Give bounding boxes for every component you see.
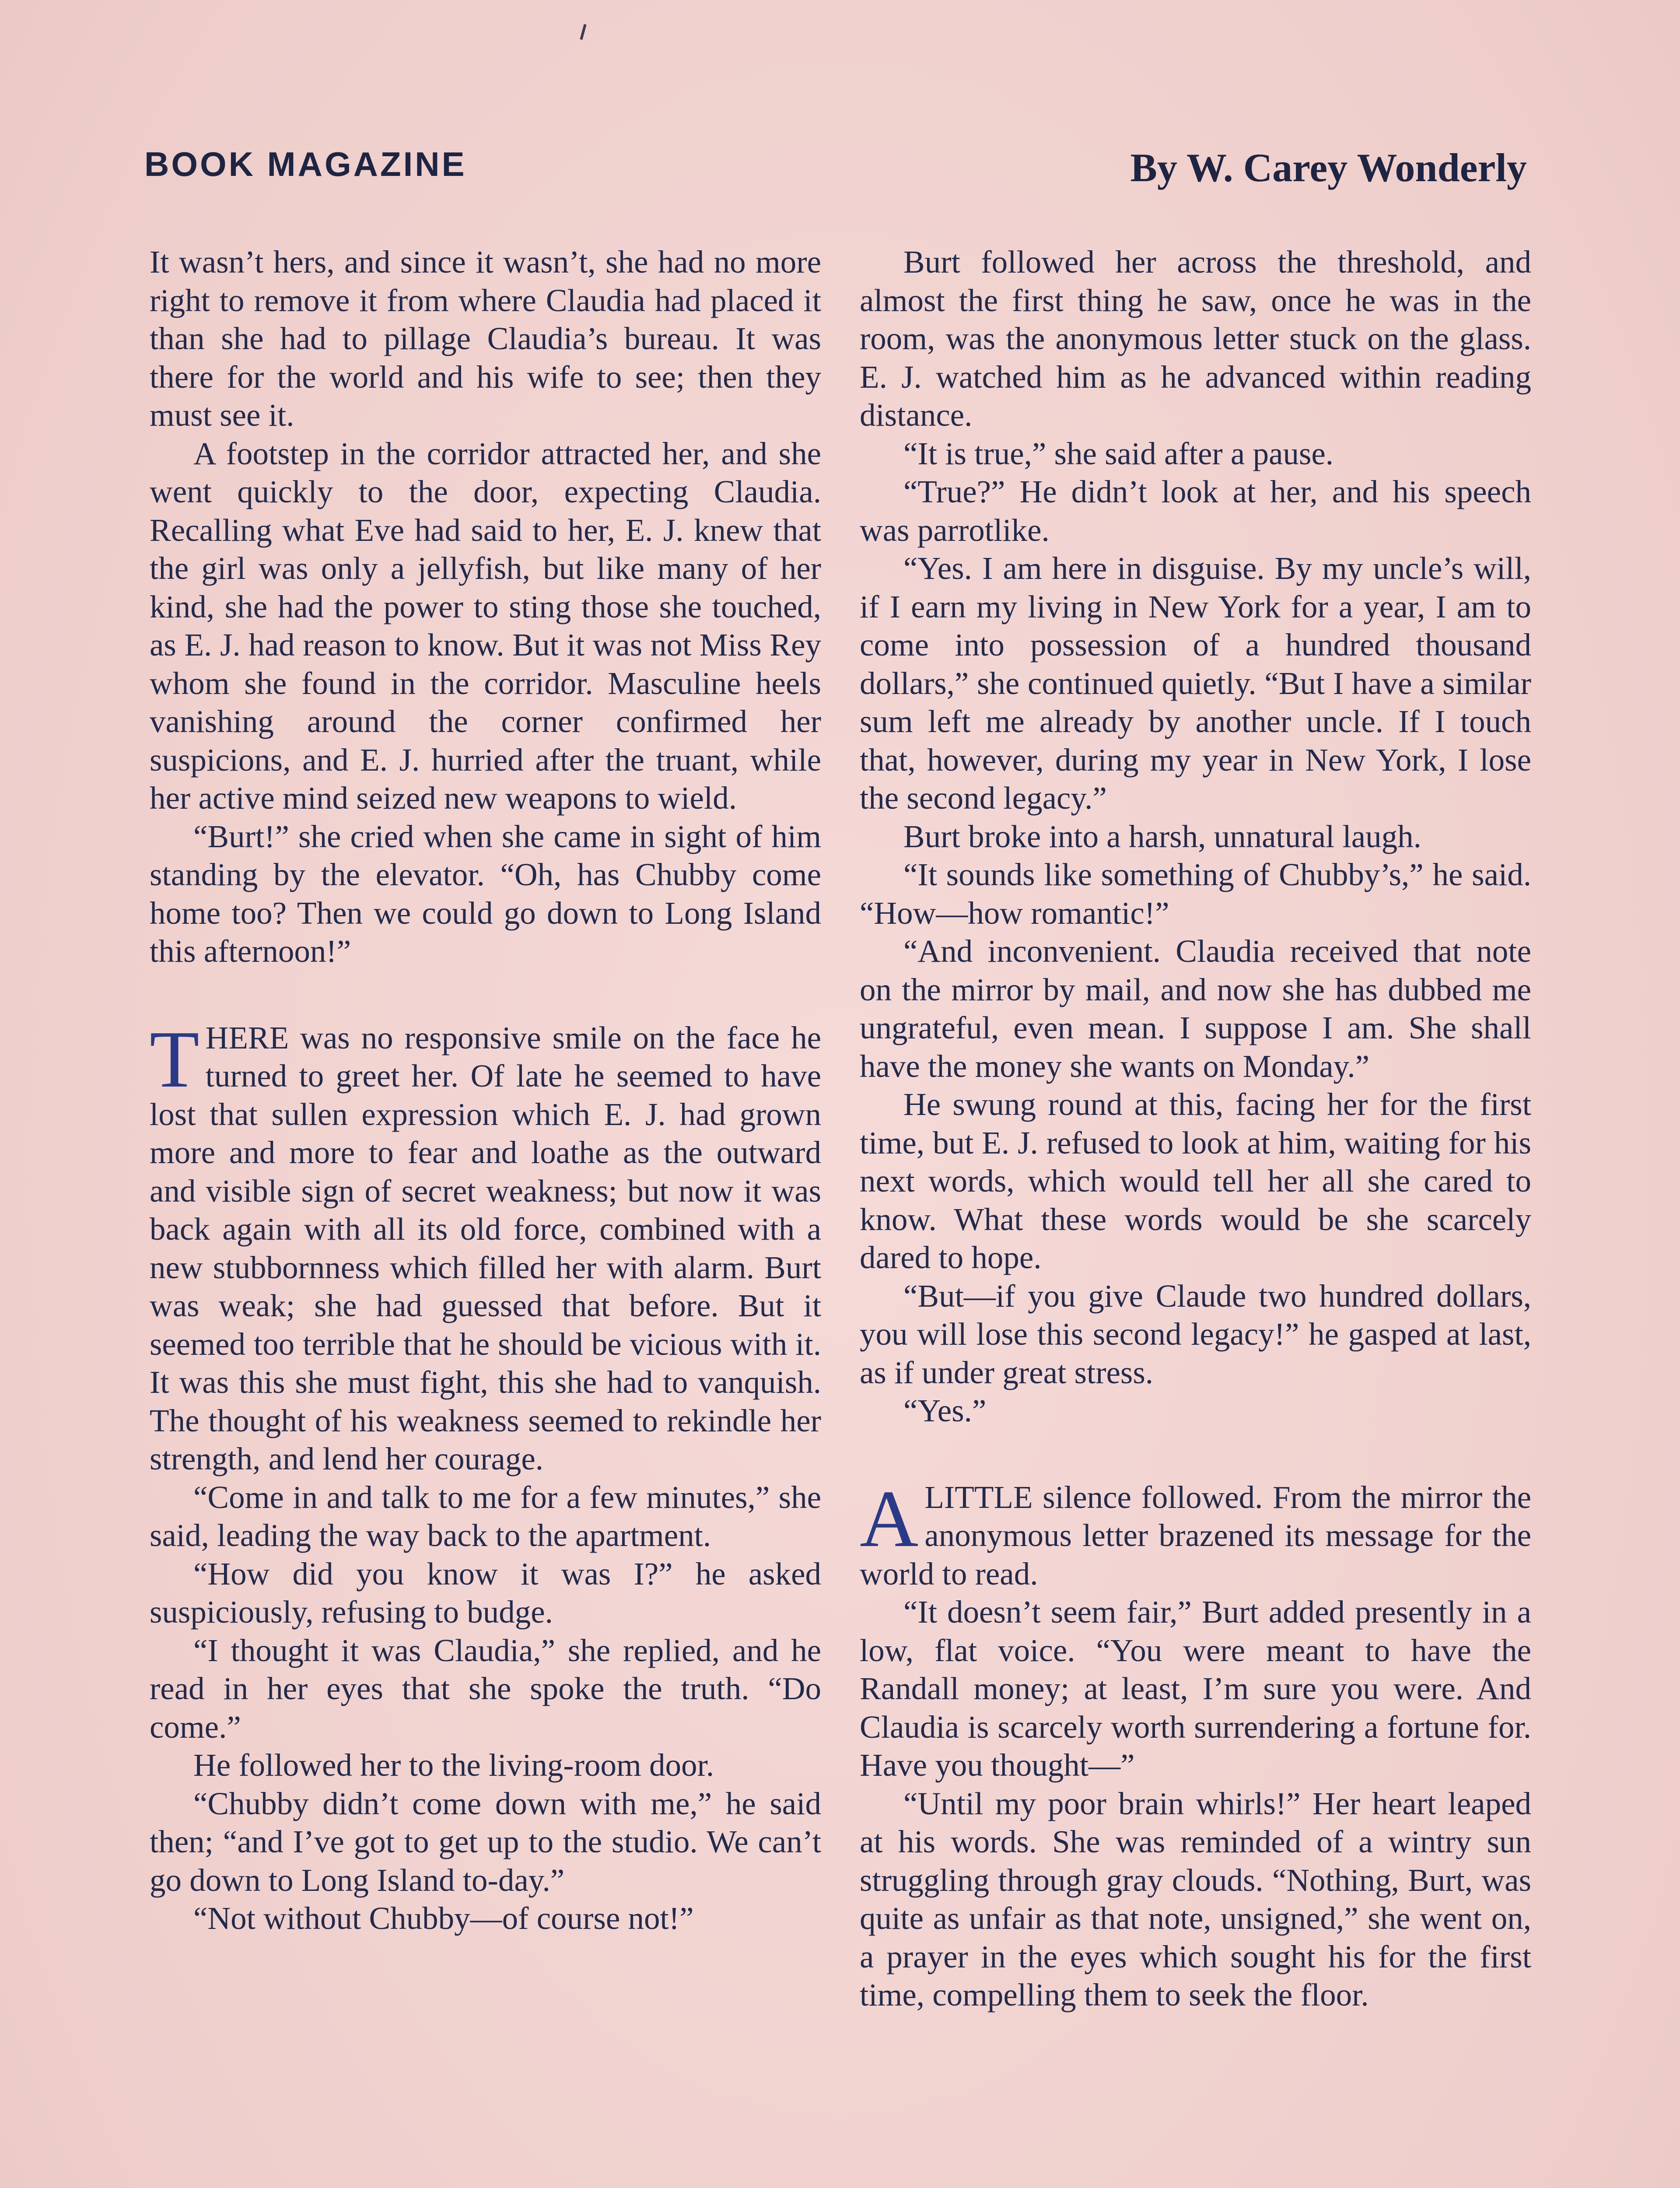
paragraph: “How did you know it was I?” he asked suspiciously, refusing to budge. [150,1556,821,1630]
right-column [860,243,1531,2014]
section-opening-paragraph [150,1014,821,1478]
paragraph: He followed her to the living-room door. [193,1747,714,1783]
paragraph: “True?” He didn’t look at her, and his speech was parrotlike. [860,474,1531,548]
paragraph: “It is true,” she said after a pause. [903,435,1334,471]
paragraph: Burt followed her across the threshold, and almost the first thing he saw, once he was in the room, was the anonymous letter stuck on the glass. E. J. watched him as he advanced within reading distance. [860,244,1531,433]
paragraph: “Yes.” [903,1393,987,1428]
paragraph: “It doesn’t seem fair,” Burt added presently in a low, flat voice. “You were meant to have the Randall money; at least, I’m sure you were. And Claudia is scarcely worth surrendering a fortune for. Have you thought—” [860,1594,1531,1783]
paragraph: “Not without Chubby—of course not!” [193,1900,694,1936]
section-text: HERE was no responsive smile on the face he turned to greet her. Of late he seemed to have lost that sullen expression which E. J. had grown more and more to fear and loathe as the outward and visible sign of secret weakness; but now it was back again with all its old force, combined with a new stubbornness which filled her with alarm. Burt was weak; she had guessed that before. But it seemed too terrible that he should be vicious with it. It was this she must fight, this she had to vanquish. The thought of his weakness seemed to rekindle her strength, and lend her courage. [150,1020,821,1476]
paragraph: “Chubby didn’t come down with me,” he said then; “and I’ve got to get up to the studio. We can’t go down to Long Island to-day.” [150,1785,821,1898]
paragraph: “Come in and talk to me for a few minutes,” she said, leading the way back to the apartment. [150,1479,821,1553]
stray-ink-mark [580,24,586,40]
paragraph: It wasn’t hers, and since it wasn’t, she had no more right to remove it from where Claudia had placed it than she had to pillage Claudia’s bureau. It was there for the world and his wife to see; then they must see it. [150,244,821,433]
paragraph: “I thought it was Claudia,” she replied, and he read in her eyes that she spoke the truth. “Do come.” [150,1632,821,1745]
paragraph: “And inconvenient. Claudia received that note on the mirror by mail, and now she has dubbed me ungrateful, even mean. I suppose I am. She shall have the money she wants on Monday.” [860,933,1531,1084]
running-header [144,144,1527,193]
section-opening-paragraph [860,1473,1531,1593]
paragraph: “It sounds like something of Chubby’s,” he said. “How—how romantic!” [860,857,1531,931]
author-byline: By W. Carey Wonderly [1130,145,1527,190]
section-text: LITTLE silence followed. From the mirror the anonymous letter brazened its message for the world to read. [860,1479,1531,1592]
paragraph: Burt broke into a harsh, unnatural laugh. [903,818,1421,854]
paragraph: A footstep in the corridor attracted her, and she went quickly to the door, expecting Claudia. Recalling what Eve had said to her, E. J. knew that the girl was only a jellyfish, but like many of her kind, she had the power to sting those she touched, as E. J. had reason to know. But it was not Miss Rey whom she found in the corridor. Masculine heels vanishing around the corner confirmed her suspicions, and E. J. hurried after the truant, while her active mind seized new weapons to wield. [150,435,821,816]
paragraph: He swung round at this, facing her for the first time, but E. J. refused to look at him, waiting for his next words, which would tell her all she cared to know. What these words would be she scarcely dared to hope. [860,1087,1531,1275]
paragraph: “Yes. I am here in disguise. By my uncle’s will, if I earn my living in New York for a year, I am to come into possession of a hundred thousand dollars,” she continued quietly. “But I have a similar sum left me already by another uncle. If I touch that, however, during my year in New York, I lose the second legacy.” [860,551,1531,816]
left-column [150,243,821,1938]
magazine-title: BOOK MAGAZINE [144,145,467,183]
paragraph: “Burt!” she cried when she came in sight of him standing by the elevator. “Oh, has Chubby come home too? Then we could go down to Long Island this afternoon!” [150,818,821,969]
drop-cap: A [860,1473,919,1564]
drop-cap: T [150,1014,200,1105]
paragraph: “But—if you give Claude two hundred dollars, you will lose this second legacy!” he gasped at last, as if under great stress. [860,1278,1531,1390]
paragraph: “Until my poor brain whirls!” Her heart leaped at his words. She was reminded of a wintry sun struggling through gray clouds. “Nothing, Burt, was quite as unfair as that note, unsigned,” she went on, a prayer in the eyes which sought his for the first time, compelling them to seek the floor. [860,1785,1531,2013]
